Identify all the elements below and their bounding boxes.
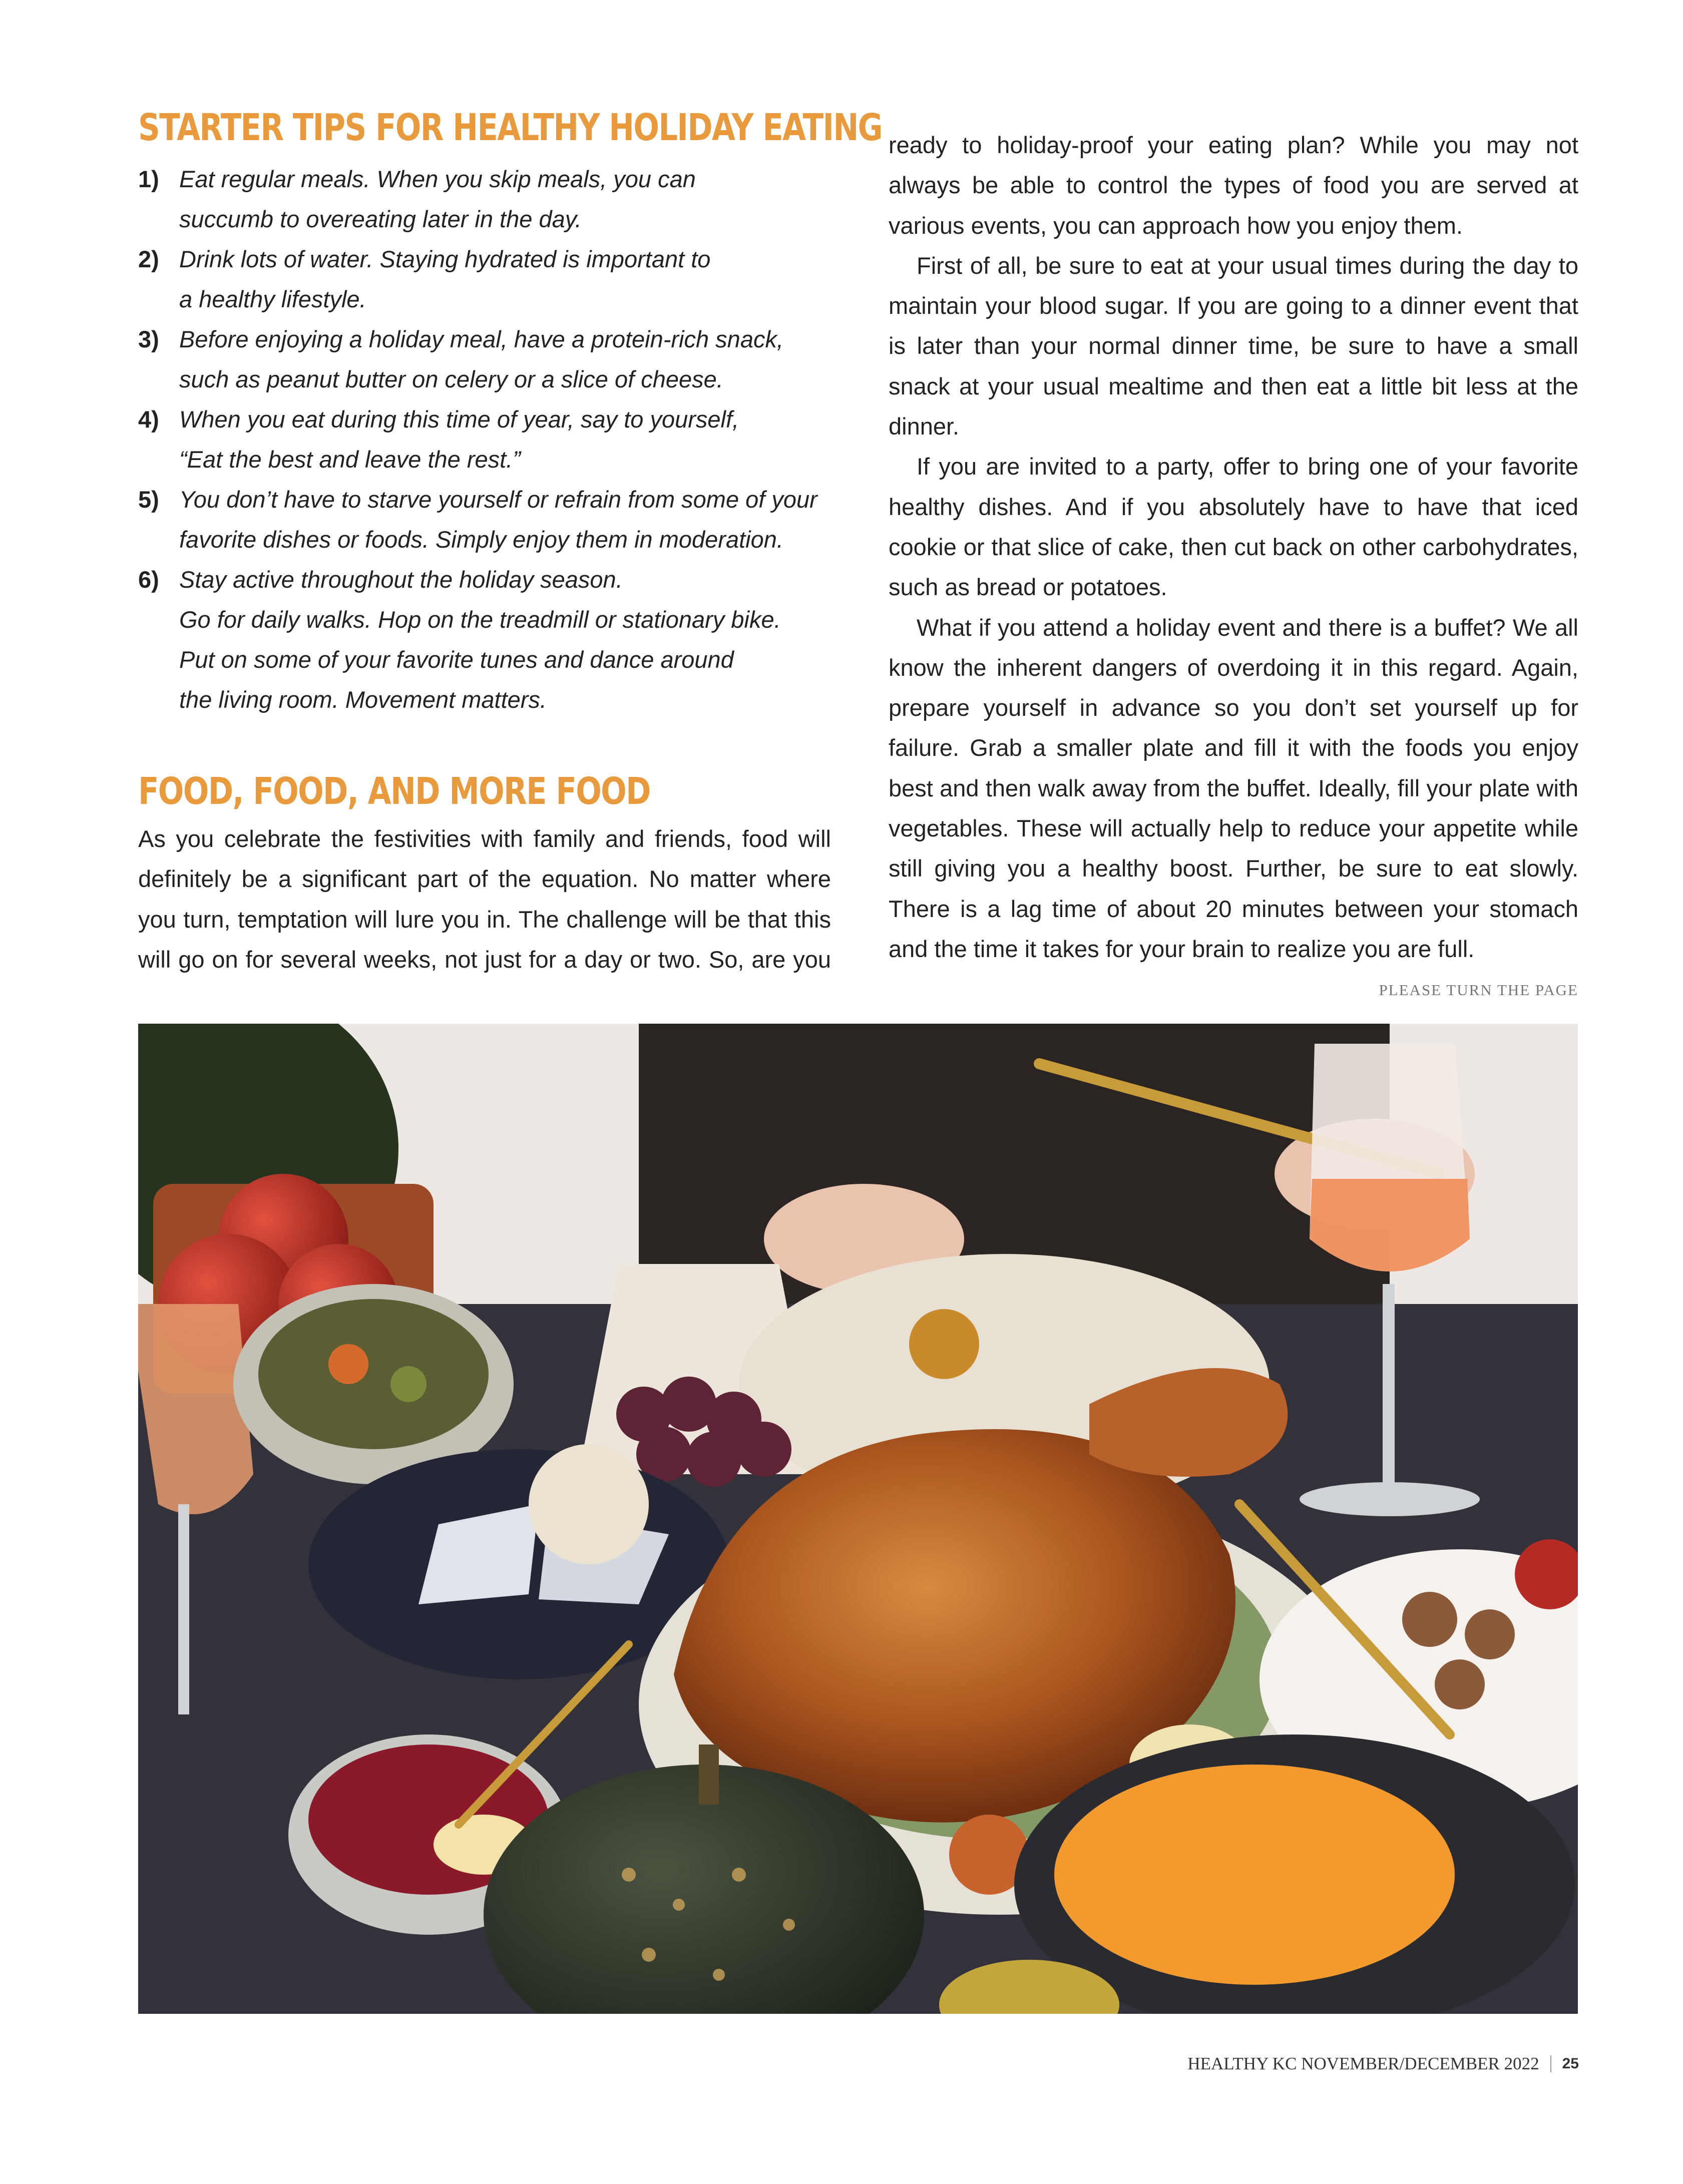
tip-item [138, 159, 831, 239]
tip-item [138, 480, 831, 560]
body-paragraph: First of all, be sure to eat at your usual times during the day to maintain your blood sugar. If you are going to a dinner event that is later than your normal dinner time, be sure to have a small snack at your usual mealtime and then eat a little bit less at the dinner. [889, 252, 1578, 440]
tip-number: 5) [138, 486, 159, 513]
tip-number: 4) [138, 406, 159, 432]
tip-text: You don’t have to starve yourself or refrain from some of your favorite dishes or foods. Simply enjoy them in moderation. [179, 486, 817, 553]
publication-name: HEALTHY KC NOVEMBER/DECEMBER 2022 [1187, 2054, 1539, 2073]
continue-note: PLEASE TURN THE PAGE [1379, 981, 1578, 999]
left-column [138, 100, 882, 980]
tip-text: Eat regular meals. When you skip meals, you can succumb to overeating later in the day. [179, 166, 696, 232]
tip-item [138, 239, 831, 319]
tip-number: 2) [138, 246, 159, 272]
tip-text: When you eat during this time of year, say to yourself, “Eat the best and leave the rest.” [179, 406, 739, 473]
tip-number: 1) [138, 166, 159, 192]
tip-text: Stay active throughout the holiday season. Go for daily walks. Hop on the treadmill or stationary bike. Put on some of your favorite tunes and dance around the living room. Movement matters. [179, 566, 781, 713]
tip-text: Before enjoying a holiday meal, have a protein-rich snack, such as peanut butter on celery or a slice of cheese. [179, 326, 784, 392]
tips-heading: STARTER TIPS FOR HEALTHY HOLIDAY EATING [138, 106, 882, 149]
tip-item [138, 319, 831, 399]
tips-list [138, 159, 831, 720]
food-intro-paragraph: As you celebrate the festivities with family and friends, food will definitely be a significant part of the equation. No matter where you turn, temptation will lure you in. The challenge will be that this will go on for several weeks, not just for a day or two. So, are you [138, 825, 831, 973]
tip-number: 6) [138, 566, 159, 593]
holiday-dinner-photo [138, 1024, 1578, 2014]
page-number: 25 [1562, 2055, 1579, 2072]
tip-text: Drink lots of water. Staying hydrated is important to a healthy lifestyle. [179, 246, 711, 312]
tip-number: 3) [138, 326, 159, 352]
holiday-table-illustration [138, 1024, 1578, 2014]
tip-item [138, 399, 831, 480]
right-column [889, 125, 1578, 999]
footer-divider [1550, 2055, 1551, 2072]
body-paragraph: What if you attend a holiday event and there is a buffet? We all know the inherent dangers of overdoing it in this regard. Again, prepare yourself in advance so you don’t set yourself up for failure. Grab a smaller plate and fill it with the foods you enjoy best and then walk away from the buffet. Ideally, fill your plate with vegetables. These will actually help to reduce your appetite while still giving you a healthy boost. Further, be sure to eat slowly. There is a lag time of about 20 minutes between your stomach and the time it takes for your brain to realize you are full. [889, 614, 1578, 962]
continued-paragraph: ready to holiday-proof your eating plan? While you may not always be able to control the types of food you are served at various events, you can approach how you enjoy them. [889, 132, 1578, 239]
body-paragraph: If you are invited to a party, offer to bring one of your favorite healthy dishes. And if you absolutely have to have that iced cookie or that slice of cake, then cut back on other carbohydrates, such as bread or potatoes. [889, 453, 1578, 601]
food-heading: FOOD, FOOD, AND MORE FOOD [138, 770, 650, 813]
tip-item [138, 560, 831, 720]
page-footer [1187, 2054, 1579, 2074]
